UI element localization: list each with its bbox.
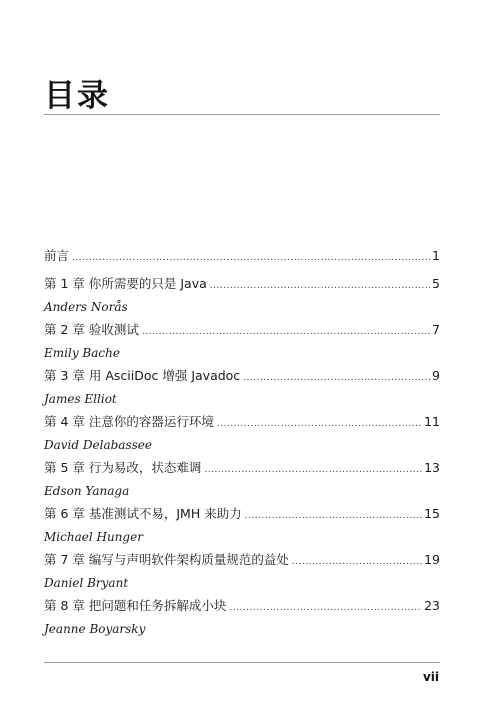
- toc-entry-chapter-2[interactable]: [44, 322, 440, 368]
- toc-entry-title[interactable]: 第 4 章 注意你的容器运行环境: [44, 414, 214, 429]
- toc-entry-chapter-5[interactable]: [44, 460, 440, 506]
- toc-page-number: 15: [424, 506, 440, 521]
- toc-author: James Elliot: [44, 392, 117, 406]
- toc-entry-preface[interactable]: [44, 248, 440, 276]
- toc-entry-chapter-6[interactable]: [44, 506, 440, 552]
- dot-leader: [72, 250, 430, 266]
- dot-leader: [217, 416, 422, 432]
- toc-entry-title[interactable]: 第 2 章 验收测试: [44, 322, 139, 337]
- toc-page-number: 5: [432, 276, 440, 291]
- toc-page-number: 23: [424, 598, 440, 613]
- dot-leader: [243, 370, 430, 386]
- toc-entry-chapter-7[interactable]: [44, 552, 440, 598]
- folio-page-number: vii: [422, 670, 439, 684]
- toc-entry-title[interactable]: 第 5 章 行为易改，状态难调: [44, 460, 202, 475]
- toc-entry-title[interactable]: 第 7 章 编写与声明软件架构质量规范的益处: [44, 552, 289, 567]
- toc-author: Jeanne Boyarsky: [44, 622, 146, 636]
- toc-page-number: 13: [424, 460, 440, 475]
- toc-page-number: 9: [432, 368, 440, 383]
- title-divider: [44, 114, 440, 115]
- toc-entry-title[interactable]: 第 1 章 你所需要的只是 Java: [44, 276, 207, 291]
- toc-page-number: 11: [424, 414, 440, 429]
- toc-entry-chapter-3[interactable]: [44, 368, 440, 414]
- toc-entry-title[interactable]: 第 3 章 用 AsciiDoc 增强 Javadoc: [44, 368, 241, 383]
- toc-entry-title[interactable]: 前言: [44, 248, 70, 263]
- table-of-contents: [44, 248, 440, 644]
- page-title: 目录: [44, 78, 110, 114]
- toc-author: Edson Yanaga: [44, 484, 130, 498]
- dot-leader: [245, 508, 422, 524]
- toc-author: David Delabassee: [44, 438, 152, 452]
- toc-entry-title[interactable]: 第 6 章 基准测试不易，JMH 来助力: [44, 506, 242, 521]
- dot-leader: [292, 554, 422, 570]
- dot-leader: [142, 324, 430, 340]
- toc-entry-title[interactable]: 第 8 章 把问题和任务拆解成小块: [44, 598, 227, 613]
- dot-leader: [229, 600, 422, 616]
- dot-leader: [210, 278, 430, 294]
- toc-entry-chapter-4[interactable]: [44, 414, 440, 460]
- toc-entry-chapter-1[interactable]: [44, 276, 440, 322]
- footer-divider: [44, 662, 440, 663]
- toc-page-number: 19: [424, 552, 440, 567]
- toc-author: Anders Norås: [44, 300, 128, 314]
- dot-leader: [204, 462, 422, 478]
- toc-page-number: 1: [432, 248, 440, 263]
- toc-author: Daniel Bryant: [44, 576, 129, 590]
- toc-author: Emily Bache: [44, 346, 120, 360]
- toc-author: Michael Hunger: [44, 530, 143, 544]
- toc-page-number: 7: [432, 322, 440, 337]
- toc-entry-chapter-8[interactable]: [44, 598, 440, 644]
